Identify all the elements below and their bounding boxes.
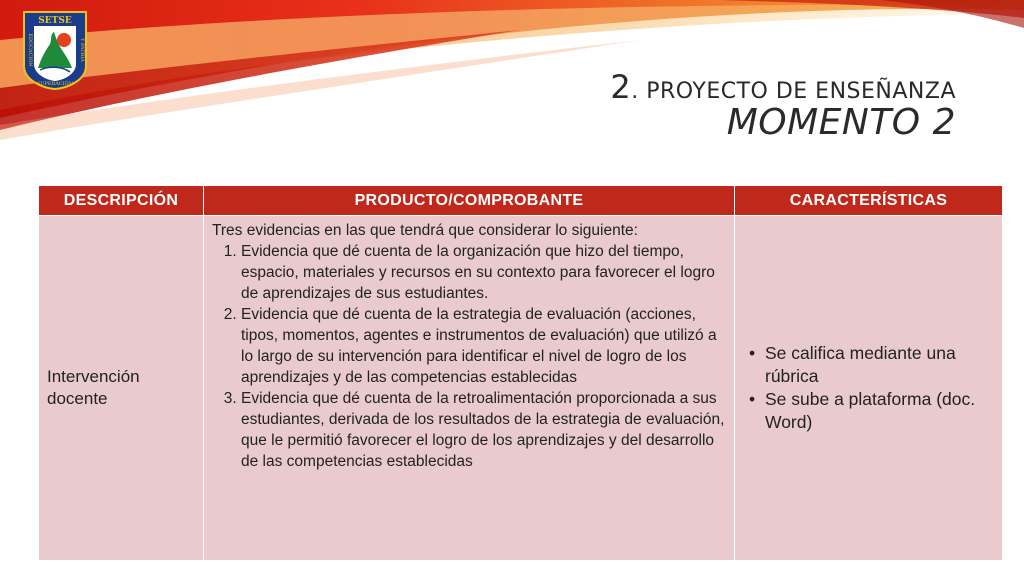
slide-title <box>610 68 956 143</box>
logo-right-text: Y PATRIA <box>79 38 85 62</box>
evidence-item-3: 3. Evidencia que dé cuenta de la retroalimentación proporcionada a sus estudiantes, derivada de los resultados de la estrategia de evaluación, que le permitió favorecer el logro de los aprendizajes y del desarrollo de las competencias establecidas <box>241 388 726 472</box>
evidence-item-2: 2. Evidencia que dé cuenta de la estrategia de evaluación (acciones, tipos, momentos, agentes e instrumentos de evaluación) que utilizó a lo largo de su intervención para identificar el nivel de logro de los aprendizajes y de las competencias establecidas <box>241 304 726 388</box>
characteristic-item-2: • Se sube a plataforma (doc. Word) <box>765 388 996 434</box>
evidence-item-1: 1. Evidencia que dé cuenta de la organización que hizo del tiempo, espacio, materiales y recursos en su contexto para favorecer el logro de aprendizajes de sus estudiantes. <box>241 241 726 304</box>
title-number: 2 <box>610 68 632 106</box>
title-line-2: MOMENTO 2 <box>726 102 956 143</box>
evidence-list <box>212 241 726 472</box>
producto-intro: Tres evidencias en las que tendrá que considerar lo siguiente: <box>212 222 638 239</box>
cell-caracteristicas <box>735 216 1003 561</box>
logo-top-text: SETSE <box>38 16 72 26</box>
header-descripcion: DESCRIPCIÓN <box>39 186 204 216</box>
cell-producto <box>204 216 735 561</box>
table-row <box>39 216 1003 561</box>
setse-logo <box>22 10 88 90</box>
logo-left-text: EDUCACIÓN <box>27 33 33 67</box>
logo-bottom-text: SUPERACIÓN <box>36 81 74 87</box>
header-producto: PRODUCTO/COMPROBANTE <box>204 186 735 216</box>
table-header-row <box>39 186 1003 216</box>
header-caracteristicas: CARACTERÍSTICAS <box>735 186 1003 216</box>
cell-descripcion: Intervención docente <box>39 216 204 561</box>
evidence-table <box>38 185 1003 561</box>
title-subject: . PROYECTO DE ENSEÑANZA <box>631 79 956 104</box>
characteristics-list <box>743 342 996 434</box>
characteristic-item-1: • Se califica mediante una rúbrica <box>765 342 996 388</box>
title-line-1 <box>610 68 956 106</box>
